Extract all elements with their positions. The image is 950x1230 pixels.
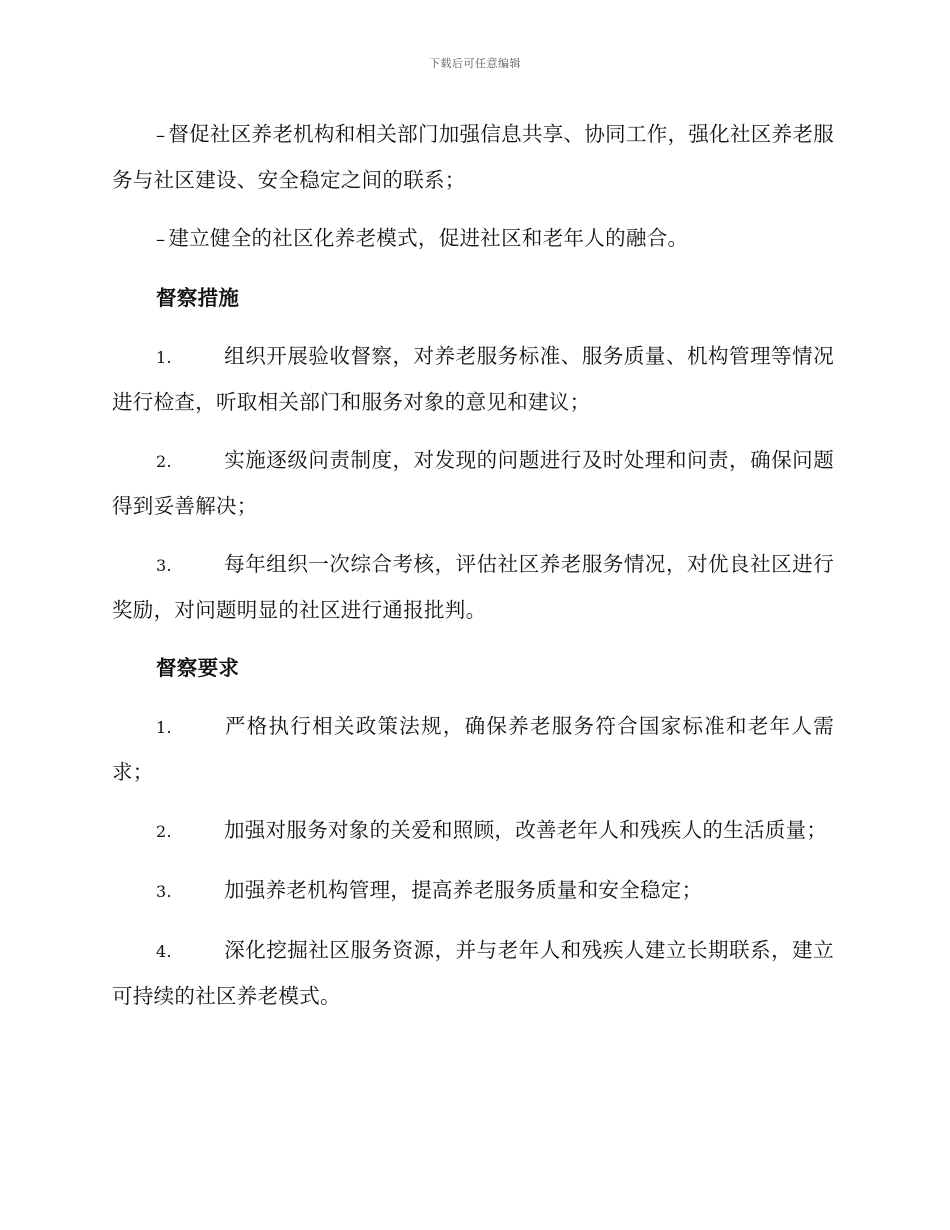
item-number: 2. bbox=[156, 822, 172, 841]
item-text: 每年组织一次综合考核，评估社区养老服务情况，对优良社区进行奖励，对问题明显的社区进行通报批判。 bbox=[112, 552, 834, 622]
item-number: 3. bbox=[156, 882, 172, 901]
intro-paragraph-1 bbox=[112, 112, 834, 202]
measures-item-2 bbox=[112, 438, 834, 528]
dash-bullet: – bbox=[156, 125, 166, 146]
intro-paragraph-2 bbox=[112, 216, 834, 262]
item-text: 组织开展验收督察，对养老服务标准、服务质量、机构管理等情况进行检查，听取相关部门和服务对象的意见和建议； bbox=[112, 344, 834, 414]
measures-item-3 bbox=[112, 542, 834, 632]
item-text: 实施逐级问责制度，对发现的问题进行及时处理和问责，确保问题得到妥善解决； bbox=[112, 448, 834, 518]
item-number: 4. bbox=[156, 942, 172, 961]
paragraph-text: 建立健全的社区化养老模式，促进社区和老年人的融合。 bbox=[168, 226, 689, 250]
paragraph-text: 督促社区养老机构和相关部门加强信息共享、协同工作，强化社区养老服务与社区建设、安全稳定之间的联系； bbox=[112, 122, 834, 192]
requirements-item-1 bbox=[112, 704, 834, 794]
item-text: 加强养老机构管理，提高养老服务质量和安全稳定； bbox=[224, 878, 703, 902]
item-number: 3. bbox=[156, 556, 172, 575]
requirements-item-3 bbox=[112, 868, 834, 914]
item-number: 2. bbox=[156, 452, 172, 471]
measures-item-1 bbox=[112, 334, 834, 424]
item-number: 1. bbox=[156, 348, 172, 367]
item-text: 深化挖掘社区服务资源，并与老年人和残疾人建立长期联系，建立可持续的社区养老模式。 bbox=[112, 938, 834, 1008]
dash-bullet: – bbox=[156, 229, 166, 250]
document-body bbox=[112, 112, 834, 1032]
section-heading-measures: 督察措施 bbox=[156, 286, 240, 310]
section-heading-requirements: 督察要求 bbox=[156, 656, 240, 680]
requirements-item-2 bbox=[112, 808, 834, 854]
requirements-item-4 bbox=[112, 928, 834, 1018]
item-number: 1. bbox=[156, 718, 172, 737]
header-note: 下载后可任意编辑 bbox=[429, 57, 521, 70]
item-text: 加强对服务对象的关爱和照顾，改善老年人和残疾人的生活质量； bbox=[224, 818, 828, 842]
item-text: 严格执行相关政策法规，确保养老服务符合国家标准和老年人需求； bbox=[112, 714, 834, 784]
